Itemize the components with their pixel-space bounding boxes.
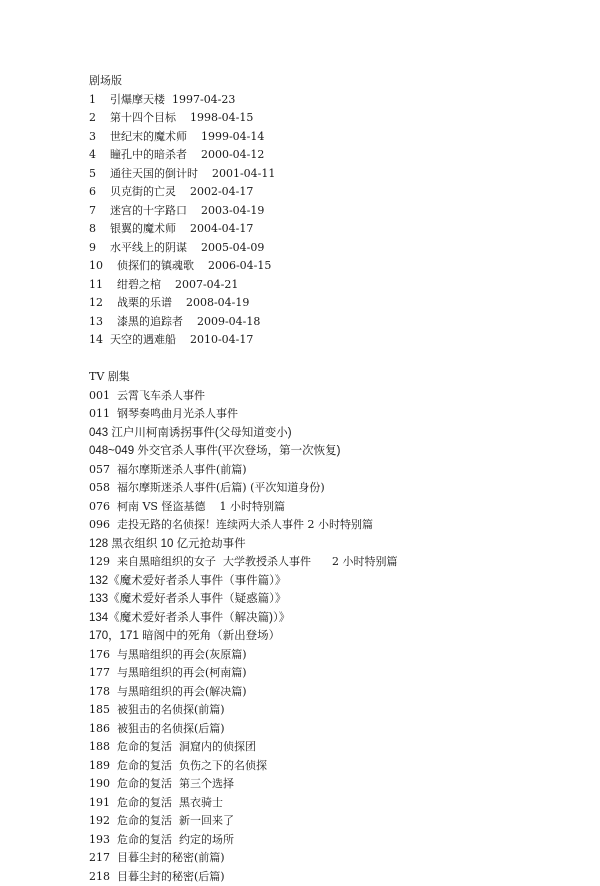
- tv-episode-item: 193 危命的复活 约定的场所: [89, 831, 569, 850]
- tv-episode-item: 217 目暮尘封的秘密(前篇): [89, 849, 569, 868]
- tv-episode-item: 128 黑衣组织 10 亿元抢劫事件: [89, 535, 569, 554]
- movies-section-title: 剧场版: [89, 72, 569, 91]
- movie-item: 5 通往天国的倒计时 2001-04-11: [89, 165, 569, 184]
- movie-item: 9 水平线上的阴谋 2005-04-09: [89, 239, 569, 258]
- movie-item: 12 战栗的乐谱 2008-04-19: [89, 294, 569, 313]
- tv-episode-item: 129 来自黑暗组织的女子 大学教授杀人事件 2 小时特别篇: [89, 553, 569, 572]
- movie-item: 2 第十四个目标 1998-04-15: [89, 109, 569, 128]
- document-content: [89, 72, 569, 886]
- tv-episode-item: 076 柯南 VS 怪盗基德 1 小时特别篇: [89, 498, 569, 517]
- tv-section-title: TV 剧集: [89, 368, 569, 387]
- movie-item: 13 漆黑的追踪者 2009-04-18: [89, 313, 569, 332]
- tv-episode-item: 185 被狙击的名侦探(前篇): [89, 701, 569, 720]
- tv-episode-item: 057 福尔摩斯迷杀人事件(前篇): [89, 461, 569, 480]
- tv-episode-item: 133《魔术爱好者杀人事件（疑惑篇）》: [89, 590, 569, 609]
- tv-episode-item: 048~049 外交官杀人事件(平次登场，第一次恢复): [89, 442, 569, 461]
- movies-list: [89, 91, 569, 350]
- movie-item: 7 迷宫的十字路口 2003-04-19: [89, 202, 569, 221]
- section-spacer: [89, 350, 569, 369]
- movie-item: 11 绀碧之棺 2007-04-21: [89, 276, 569, 295]
- movie-item: 1 引爆摩天楼 1997-04-23: [89, 91, 569, 110]
- tv-episode-item: 176 与黑暗组织的再会(灰原篇): [89, 646, 569, 665]
- tv-episode-item: 178 与黑暗组织的再会(解决篇): [89, 683, 569, 702]
- movie-item: 8 银翼的魔术师 2004-04-17: [89, 220, 569, 239]
- tv-episode-item: 011 钢琴奏鸣曲月光杀人事件: [89, 405, 569, 424]
- movie-item: 4 瞳孔中的暗杀者 2000-04-12: [89, 146, 569, 165]
- tv-episode-item: 190 危命的复活 第三个选择: [89, 775, 569, 794]
- tv-episode-item: 188 危命的复活 洞窟内的侦探团: [89, 738, 569, 757]
- movie-item: 3 世纪末的魔术师 1999-04-14: [89, 128, 569, 147]
- tv-episode-item: 132《魔术爱好者杀人事件（事件篇）》: [89, 572, 569, 591]
- tv-episode-item: 218 目暮尘封的秘密(后篇): [89, 868, 569, 886]
- tv-episode-item: 043 江户川柯南诱拐事件(父母知道变小): [89, 424, 569, 443]
- tv-episode-list: [89, 387, 569, 886]
- tv-episode-item: 189 危命的复活 负伤之下的名侦探: [89, 757, 569, 776]
- tv-episode-item: 058 福尔摩斯迷杀人事件(后篇) (平次知道身份): [89, 479, 569, 498]
- tv-episode-item: 177 与黑暗组织的再会(柯南篇): [89, 664, 569, 683]
- tv-episode-item: 186 被狙击的名侦探(后篇): [89, 720, 569, 739]
- tv-episode-item: 001 云霄飞车杀人事件: [89, 387, 569, 406]
- movie-item: 10 侦探们的镇魂歌 2006-04-15: [89, 257, 569, 276]
- movie-item: 14 天空的遇难船 2010-04-17: [89, 331, 569, 350]
- movie-item: 6 贝克街的亡灵 2002-04-17: [89, 183, 569, 202]
- tv-episode-item: 192 危命的复活 新一回来了: [89, 812, 569, 831]
- tv-episode-item: 096 走投无路的名侦探！连续两大杀人事件 2 小时特别篇: [89, 516, 569, 535]
- tv-episode-item: 134《魔术爱好者杀人事件（解决篇)）》: [89, 609, 569, 628]
- tv-episode-item: 170，171 暗阁中的死角（新出登场）: [89, 627, 569, 646]
- tv-episode-item: 191 危命的复活 黑衣骑士: [89, 794, 569, 813]
